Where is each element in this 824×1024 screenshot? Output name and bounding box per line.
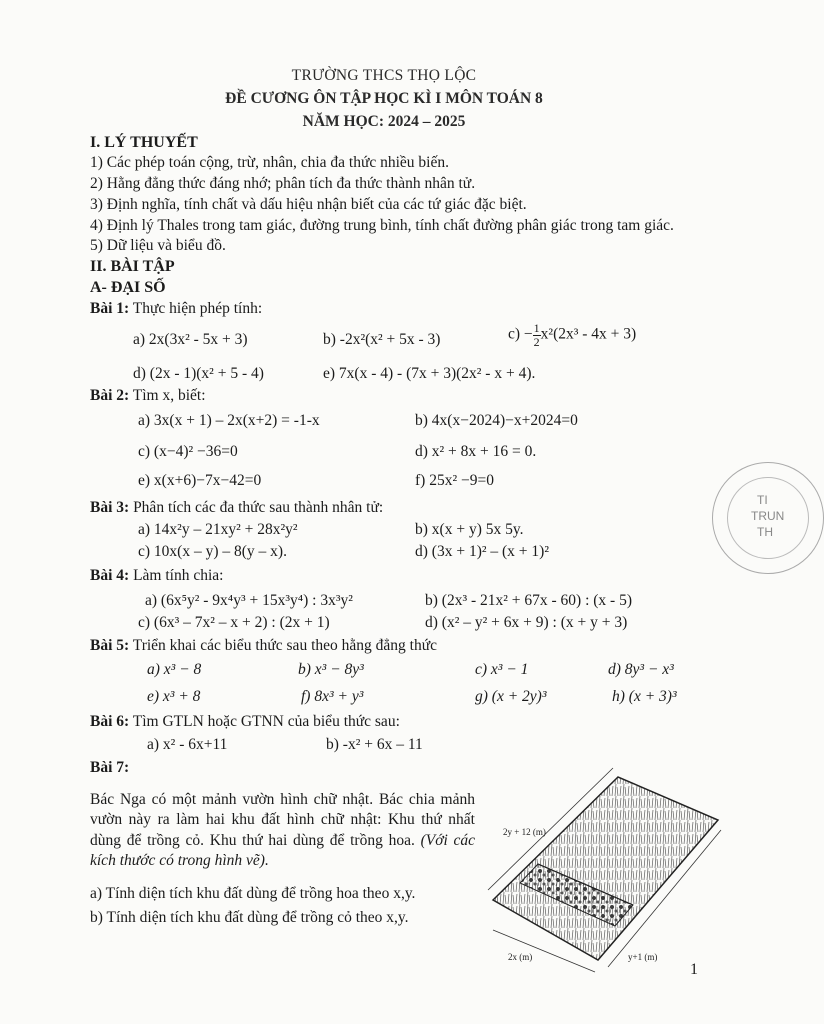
exercise-7-description (90, 790, 475, 872)
exercise-2-task: Tìm x, biết: (129, 387, 206, 404)
exercise-1-title: Bài 1: (90, 300, 130, 317)
exercise-5c: c) x³ − 1 (475, 661, 529, 678)
theory-item: 2) Hằng đẳng thức đáng nhớ; phân tích đa thức thành nhân tử. (90, 175, 476, 192)
exercise-3c: c) 10x(x – y) – 8(y – x). (138, 543, 287, 560)
exercise-2c: c) (x−4)² −36=0 (138, 443, 238, 460)
exercise-5b: b) x³ − 8y³ (298, 661, 364, 678)
school-seal-stamp (712, 462, 824, 574)
exercise-7-note: (Với các kích thước có trong hình vẽ). (90, 831, 476, 870)
exercise-5-title: Bài 5: (90, 637, 130, 654)
exercise-3-title: Bài 3: (90, 499, 130, 516)
exercise-5d: d) 8y³ − x³ (608, 661, 674, 678)
exercises-heading: II. BÀI TẬP (90, 258, 175, 275)
theory-item: 4) Định lý Thales trong tam giác, đường trung bình, tính chất đường phân giác trong tam giác. (90, 217, 674, 234)
garden-diagram (483, 760, 723, 980)
exercise-1c-sign: c) − (508, 325, 533, 343)
exercise-2b: b) 4x(x−2024)−x+2024=0 (415, 412, 578, 429)
exercise-3b: b) x(x + y) 5x 5y. (415, 521, 524, 538)
theory-item: 5) Dữ liệu và biểu đồ. (90, 237, 226, 254)
exercise-4c: c) (6x³ – 7x² – x + 2) : (2x + 1) (138, 614, 330, 631)
exercise-1e: e) 7x(x - 4) - (7x + 3)(2x² - x + 4). (323, 365, 536, 382)
school-year: NĂM HỌC: 2024 – 2025 (302, 113, 466, 130)
exercise-7-text: Bác Nga có một mảnh vườn hình chữ nhật. Bác chia mảnh vườn này ra làm hai khu đất hình chữ nhật: Khu thứ nhất dùng để trồng cỏ. Khu thứ hai dùng để trồng hoa. (90, 791, 475, 849)
exercise-5g: g) (x + 2y)³ (475, 688, 547, 705)
exercise-7b: b) Tính diện tích khu đất dùng để trồng cỏ theo x,y. (90, 909, 409, 926)
exercise-5-prompt (90, 636, 437, 655)
exercise-7-title: Bài 7: (90, 759, 130, 776)
school-name: TRƯỜNG THCS THỌ LỘC (291, 67, 477, 84)
exercise-3-prompt (90, 498, 383, 517)
exercise-2d: d) x² + 8x + 16 = 0. (415, 443, 537, 460)
exercise-3-task: Phân tích các đa thức sau thành nhân tử: (129, 499, 384, 516)
exercise-7a: a) Tính diện tích khu đất dùng để trồng hoa theo x,y. (90, 885, 416, 902)
exercise-6b: b) -x² + 6x – 11 (326, 736, 423, 753)
theory-heading: I. LÝ THUYẾT (90, 134, 198, 151)
exercise-5f: f) 8x³ + y³ (301, 688, 364, 705)
exercise-2-prompt (90, 386, 206, 405)
fraction-one-half (533, 322, 541, 348)
exercise-2a: a) 3x(x + 1) – 2x(x+2) = -1-x (138, 412, 320, 429)
exercise-1c (508, 322, 636, 348)
exercise-1b: b) -2x²(x² + 5x - 3) (323, 331, 441, 348)
exercise-4a: a) (6x⁵y² - 9x⁴y³ + 15x³y⁴) : 3x³y² (145, 592, 353, 609)
algebra-heading: A- ĐẠI SỐ (90, 279, 166, 296)
exercise-5h: h) (x + 3)³ (612, 688, 677, 705)
exercise-1-prompt (90, 299, 262, 318)
exercise-4-title: Bài 4: (90, 567, 130, 584)
exercise-4d: d) (x² – y² + 6x + 9) : (x + y + 3) (425, 614, 628, 631)
exercise-2f: f) 25x² −9=0 (415, 472, 494, 489)
seal-text: TH (757, 525, 773, 539)
page-number: 1 (690, 961, 698, 978)
exercise-1-task: Thực hiện phép tính: (129, 300, 263, 317)
exercise-3a: a) 14x²y – 21xy² + 28x²y² (138, 521, 298, 538)
theory-item: 1) Các phép toán cộng, trừ, nhân, chia đa thức nhiều biến. (90, 154, 449, 171)
exercise-5a: a) x³ − 8 (147, 661, 202, 678)
fraction-denominator: 2 (533, 334, 540, 349)
exercise-3d: d) (3x + 1)² – (x + 1)² (415, 543, 549, 560)
exercise-1a: a) 2x(3x² - 5x + 3) (133, 331, 248, 348)
exercise-6-title: Bài 6: (90, 713, 130, 730)
seal-text: TRUN (751, 509, 785, 523)
exercise-6-task: Tìm GTLN hoặc GTNN của biểu thức sau: (129, 713, 400, 730)
exercise-6a: a) x² - 6x+11 (147, 736, 228, 753)
label-width-bottom: 2x (m) (508, 952, 533, 962)
exercise-4-task: Làm tính chia: (129, 567, 224, 584)
theory-item: 3) Định nghĩa, tính chất và dấu hiệu nhận biết của các tứ giác đặc biệt. (90, 196, 527, 213)
label-length-top: 2y + 12 (m) (503, 827, 546, 837)
exercise-4b: b) (2x³ - 21x² + 67x - 60) : (x - 5) (425, 592, 633, 609)
seal-text: TI (757, 493, 768, 507)
exercise-2-title: Bài 2: (90, 387, 130, 404)
label-width-right: y+1 (m) (628, 952, 658, 962)
exercise-6-prompt (90, 712, 400, 731)
exercise-1c-expression: x²(2x³ - 4x + 3) (540, 325, 637, 343)
exercise-5e: e) x³ + 8 (147, 688, 201, 705)
exercise-4-prompt (90, 566, 223, 585)
exercise-1d: d) (2x - 1)(x² + 5 - 4) (133, 365, 264, 382)
exercise-2e: e) x(x+6)−7x−42=0 (138, 472, 262, 489)
document-title: ĐỀ CƯƠNG ÔN TẬP HỌC KÌ I MÔN TOÁN 8 (225, 90, 543, 107)
exercise-5-task: Triển khai các biểu thức sau theo hằng đẳng thức (129, 637, 437, 654)
fraction-numerator: 1 (533, 321, 540, 335)
